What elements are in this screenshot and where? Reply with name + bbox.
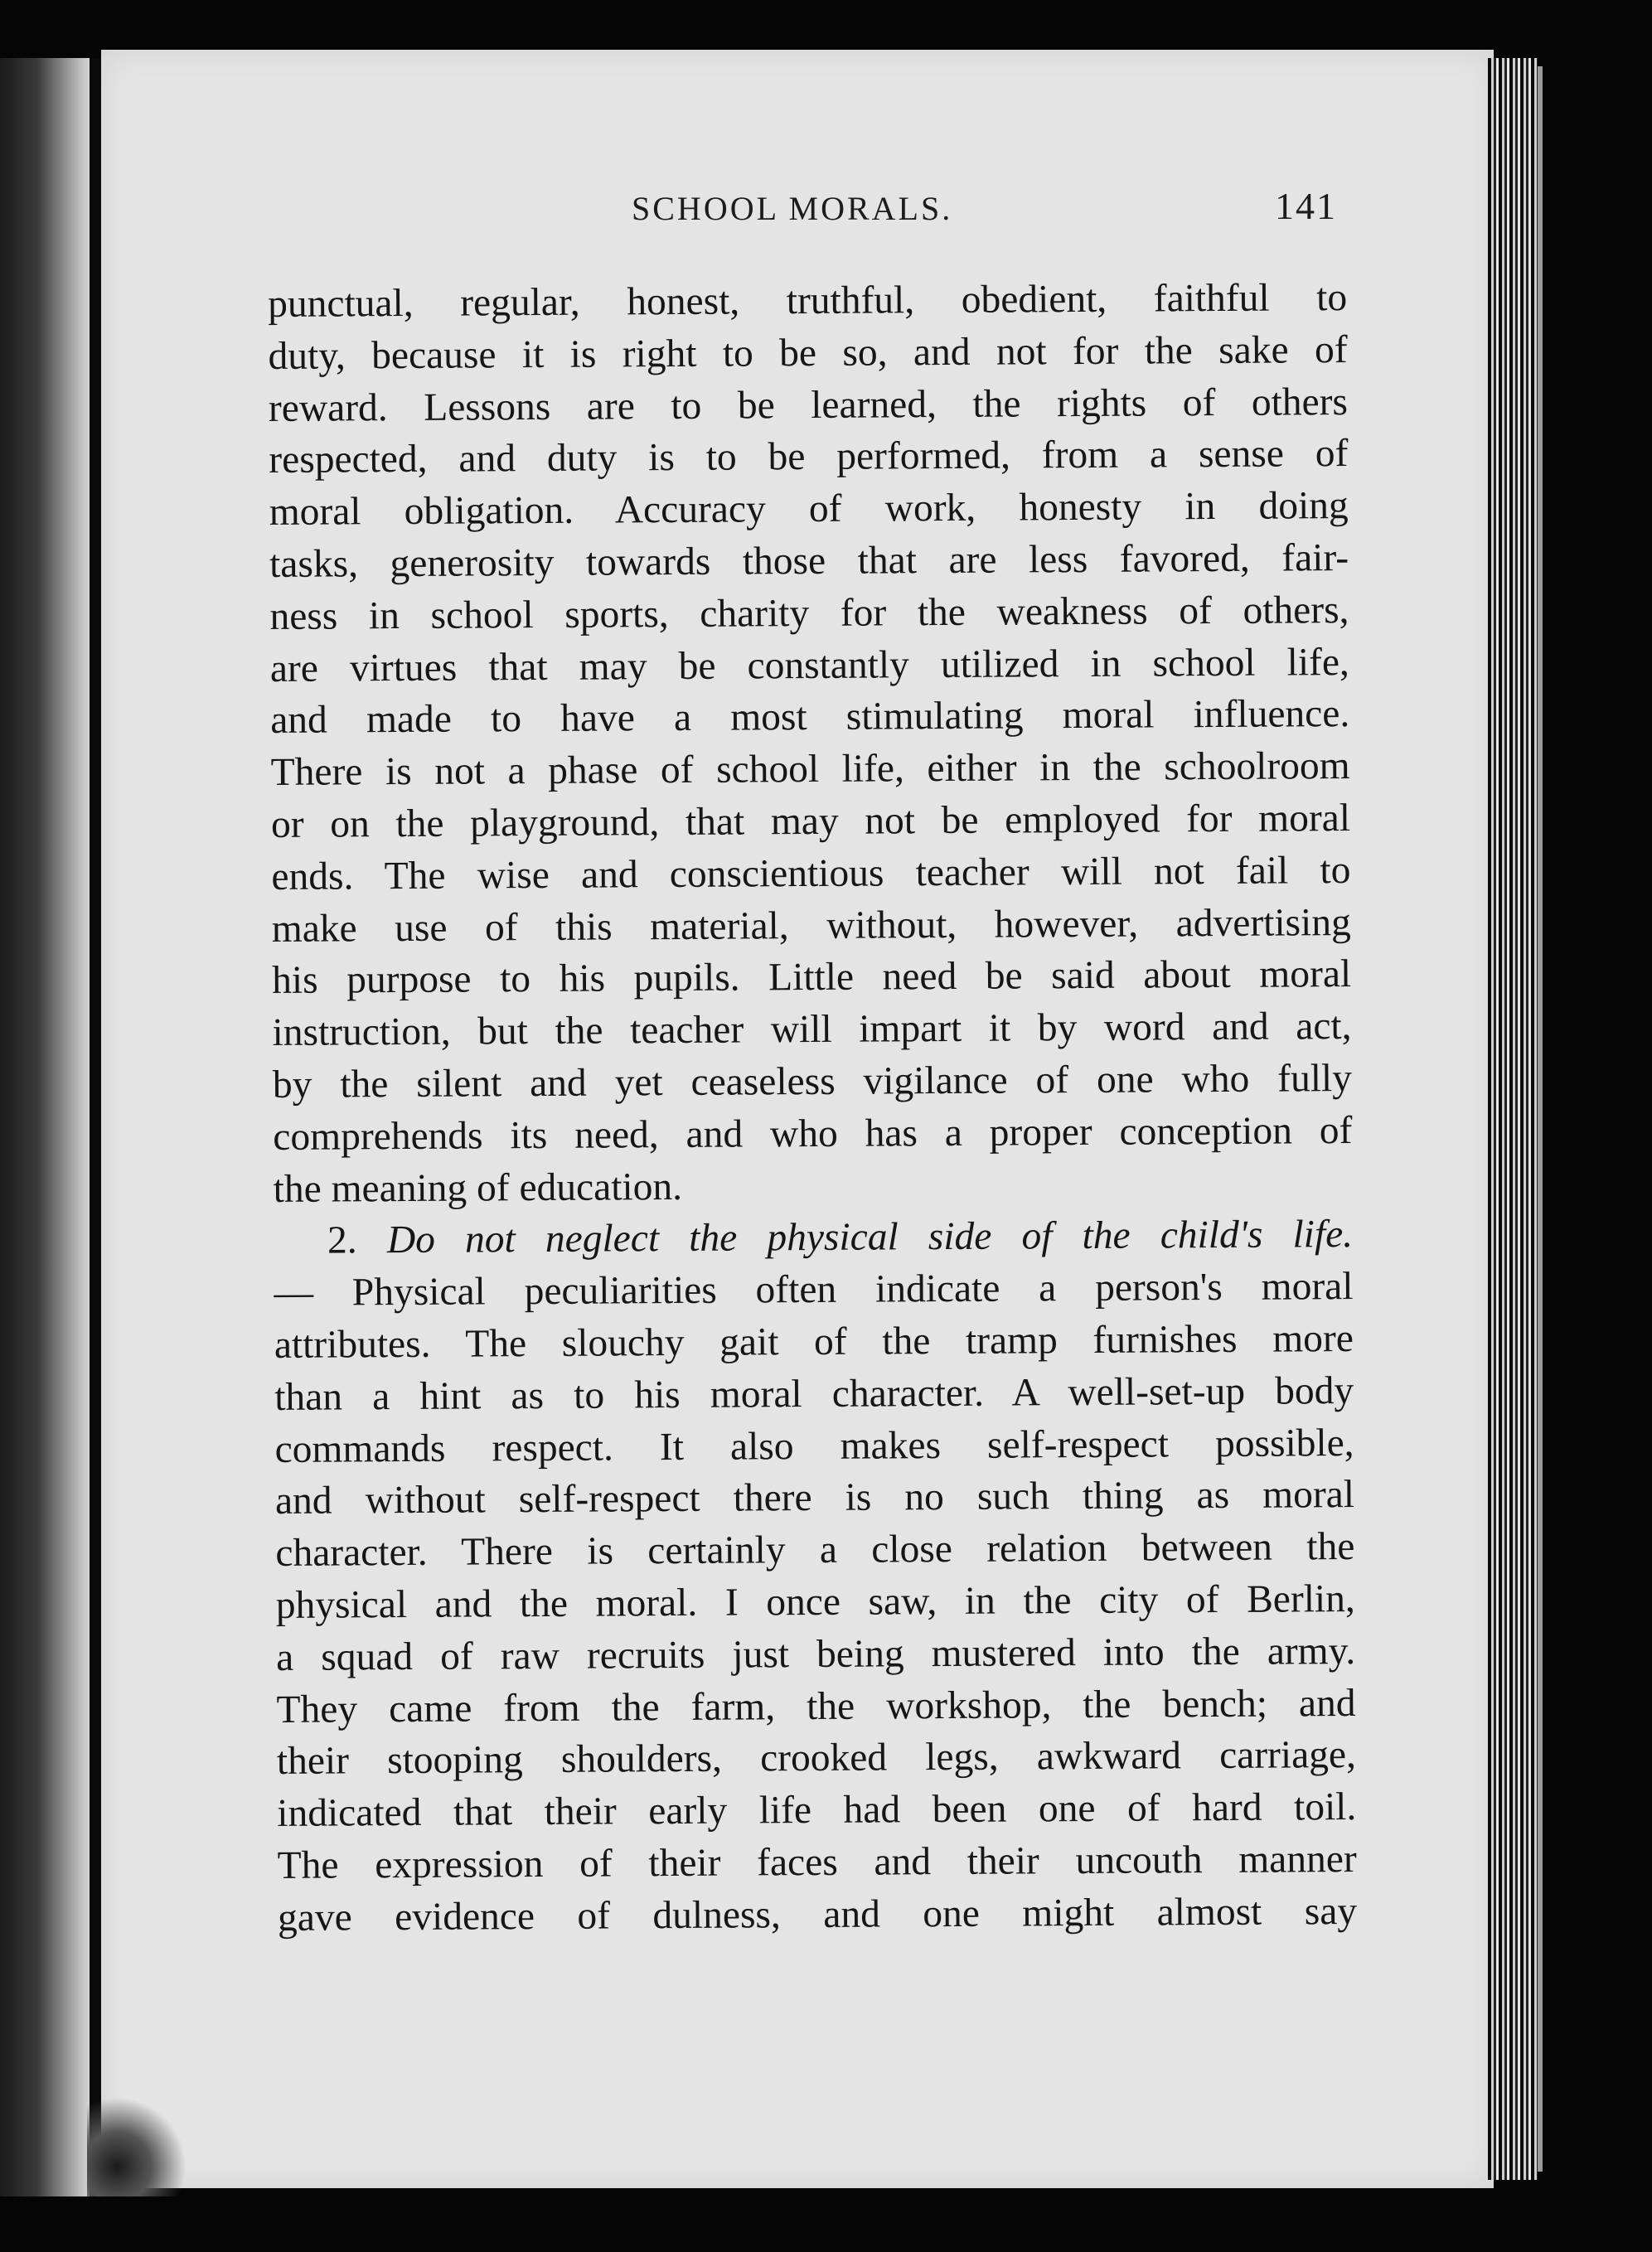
text-line: the meaning of education. (273, 1165, 683, 1211)
text-line: There is not a phase of school life, either in the schoolroom (270, 744, 1350, 795)
text-line: comprehends its need, and who has a proper conception of (273, 1108, 1353, 1159)
text-line: and without self-respect there is no such thing as moral (274, 1473, 1355, 1523)
text-line: by the silent and yet ceaseless vigilance of one who fully (272, 1056, 1353, 1107)
text-line: make use of this material, without, however, advertising (271, 900, 1351, 951)
text-line: ends. The wise and conscientious teacher will not fail to (271, 848, 1351, 898)
page-stack-edges (1488, 58, 1538, 2180)
text-line: a squad of raw recruits just being mustered into the army. (276, 1629, 1356, 1679)
book-gutter (90, 58, 101, 2196)
page-number: 141 (1275, 185, 1337, 227)
text-line: attributes. The slouchy gait of the tramp furnishes more (274, 1316, 1354, 1367)
text-line: instruction, but the teacher will impart it by word and act, (272, 1005, 1352, 1055)
section-heading (274, 1208, 1353, 1267)
text-line: his purpose to his pupils. Little need be said about moral (272, 952, 1352, 1003)
text-line: The expression of their faces and their uncouth manner (277, 1837, 1357, 1887)
text-line: reward. Lessons are to be learned, the rights of others (268, 380, 1349, 430)
text-line: than a hint as to his moral character. A well-set-up body (274, 1368, 1354, 1419)
text-line: They came from the farm, the workshop, the bench; and (276, 1681, 1356, 1731)
text-line: character. There is certainly a close relation between the (275, 1525, 1355, 1576)
text-line: indicated that their early life had been one of hard toil. (277, 1785, 1357, 1836)
text-line: gave evidence of dulness, and one might almost say (277, 1889, 1358, 1940)
section-title: Do not neglect the physical side of the child's life. (386, 1213, 1354, 1262)
running-head: SCHOOL MORALS. (632, 190, 953, 227)
text-line: ness in school sports, charity for the weakness of others, (269, 588, 1349, 638)
scan-smudge (87, 2097, 187, 2196)
text-line: commands respect. It also makes self-respect possible, (274, 1421, 1354, 1471)
text-line: tasks, generosity towards those that are less favored, fair- (269, 536, 1349, 586)
text-line: respected, and duty is to be performed, from a sense of (269, 432, 1349, 482)
text-line: physical and the moral. I once saw, in the city of Berlin, (275, 1576, 1355, 1627)
section-number: 2. (327, 1218, 357, 1262)
text-line: — Physical peculiarities often indicate a person's moral (274, 1265, 1354, 1315)
text-line: moral obligation. Accuracy of work, honesty in doing (269, 484, 1349, 535)
text-line: and made to have a most stimulating moral influence. (270, 692, 1350, 743)
text-line: their stooping shoulders, crooked legs, awkward carriage, (276, 1733, 1357, 1784)
text-line: or on the playground, that may not be employed for moral (270, 797, 1351, 846)
page-stack-outer-edge (1538, 66, 1543, 2172)
text-line: are virtues that may be constantly utilized in school life, (269, 640, 1350, 690)
text-line: punctual, regular, honest, truthful, obedient, faithful to (268, 276, 1348, 326)
text-line: duty, because it is right to be so, and not for the sake of (268, 327, 1348, 378)
facing-page-edge (0, 58, 93, 2196)
body-text (268, 272, 1357, 1944)
